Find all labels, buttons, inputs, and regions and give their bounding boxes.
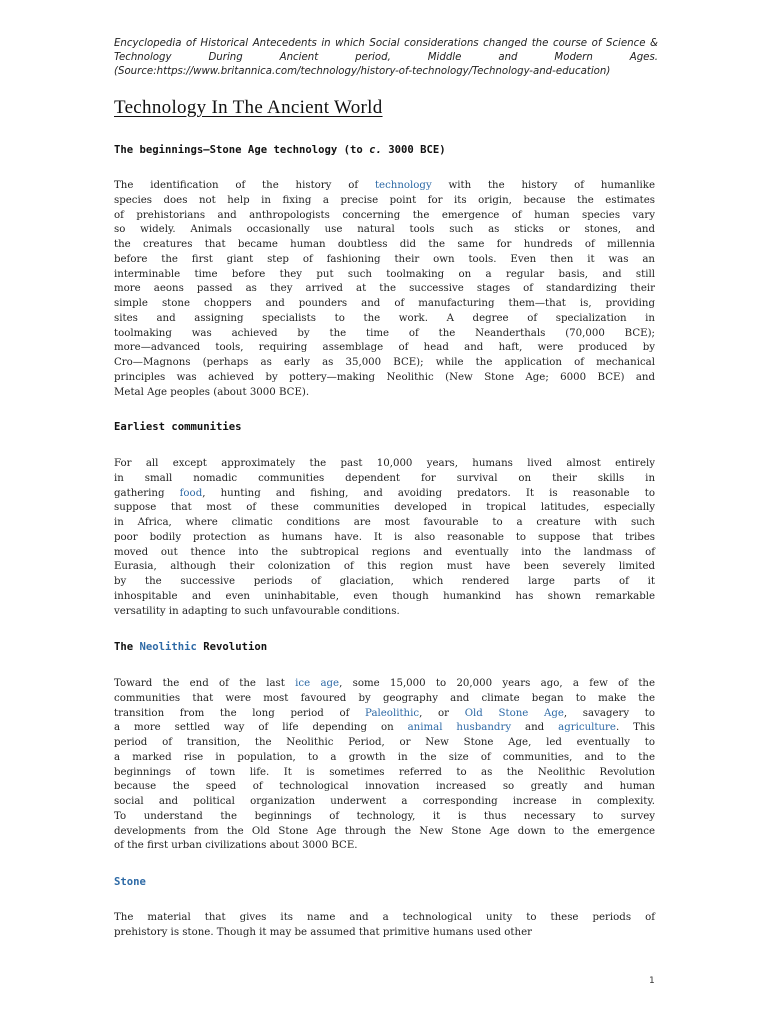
heading-stone[interactable]: Stone (114, 876, 146, 888)
text-fragment: . This (615, 722, 655, 734)
inline-link[interactable]: Old Stone Age (464, 707, 564, 719)
text-fragment: transition from the long period of (114, 707, 366, 719)
inline-link[interactable]: Paleolithic (365, 707, 420, 719)
text-line: species does not help in fixing a precise point for its origin, because the estimates (114, 194, 655, 206)
inline-link[interactable]: agriculture (558, 722, 616, 734)
text-line: beginnings of town life. It is sometimes referred to as the Neolithic Revolution (114, 766, 655, 778)
text-line: of the first urban civilizations about 3000 BCE. (114, 840, 358, 852)
text-line: developments from the Old Stone Age through the New Stone Age down to the emergence (114, 825, 655, 837)
text-line (114, 721, 655, 736)
text-fragment: a more settled way of life depending on (114, 722, 408, 734)
text-line: poor bodily protection as humans have. It is also reasonable to suppose that tribes (114, 531, 655, 543)
text-line (114, 487, 655, 502)
text-fragment: and (511, 722, 559, 734)
heading-beginnings (114, 143, 446, 157)
text-line: social and political organization underwent a corresponding increase in complexity. (114, 796, 655, 807)
text-fragment: Toward the end of the last (114, 678, 296, 689)
text-line: a marked rise in population, to a growth in the size of communities, and to the (114, 751, 655, 763)
inline-link[interactable]: food (179, 487, 203, 499)
text-line: interminable time before they put such toolmaking on a regular basis, and still (114, 268, 655, 280)
neolithic-link[interactable]: Neolithic (139, 641, 197, 653)
text-line (114, 677, 655, 692)
text-line (114, 179, 655, 194)
heading-beginnings-text: The beginnings—Stone Age technology (to (114, 144, 370, 156)
text-line: moved out thence into the subtropical regions and eventually into the landmass of (114, 546, 655, 558)
text-line: of prehistorians and anthropologists concerning the emergence of human species vary (114, 209, 655, 221)
text-line: sites and assigning specialists to the work. A degree of specialization in (114, 312, 655, 324)
text-line: simple stone choppers and pounders and of manufacturing them—that is, providing (114, 298, 655, 309)
text-fragment: , hunting and fishing, and avoiding predators. It is reasonable to (202, 487, 655, 499)
text-line: in small nomadic communities dependent for survival on their skills in (114, 472, 655, 484)
text-line: prehistory is stone. Though it may be assumed that primitive humans used other (114, 926, 532, 938)
text-line: so widely. Animals occasionally use natural tools such as sticks or stones, and (114, 224, 655, 236)
text-line (114, 707, 655, 722)
text-line: The material that gives its name and a technological unity to these periods of (114, 912, 655, 923)
text-line: principles was achieved by pottery—making Neolithic (New Stone Age; 6000 BCE) and (114, 371, 655, 383)
text-fragment: The identification of the history of (114, 180, 375, 191)
text-line: by the successive periods of glaciation, which rendered large parts of it (114, 576, 655, 587)
heading-neolithic-prefix: The (114, 641, 140, 653)
source-note-line-2: Technology During Ancient period, Middle and Modern Ages. (114, 52, 658, 63)
text-line: in Africa, where climatic conditions are most favourable to a creature with such (114, 517, 655, 528)
text-line: Cro—Magnons (perhaps as early as 35,000 BCE); while the application of mechanical (114, 357, 655, 368)
inline-link[interactable]: animal husbandry (407, 722, 512, 734)
text-line: suppose that most of these communities developed in tropical latitudes, especially (114, 502, 655, 514)
text-line: period of transition, the Neolithic Period, or New Stone Age, led eventually to (114, 737, 655, 748)
text-line: For all except approximately the past 10,000 years, humans lived almost entirely (114, 458, 655, 469)
text-fragment: with the history of humanlike (431, 180, 655, 191)
paragraph-stone (114, 911, 655, 941)
text-line: Metal Age peoples (about 3000 BCE). (114, 386, 310, 398)
heading-neolithic-revolution (114, 640, 267, 654)
text-line: inhospitable and even uninhabitable, even though humankind has shown remarkable (114, 590, 655, 602)
text-line: toolmaking was achieved by the time of the Neanderthals (70,000 BCE); (114, 327, 655, 339)
text-line: versatility in adapting to such unfavourable conditions. (114, 605, 400, 617)
inline-link[interactable]: ice age (295, 678, 340, 689)
heading-neolithic-suffix: Revolution (196, 641, 268, 653)
text-fragment: gathering (114, 487, 180, 499)
text-line: more aeons passed as they arrived at the successive stages of standardizing their (114, 283, 655, 295)
paragraph-earliest-communities (114, 457, 655, 619)
source-note-line-1: Encyclopedia of Historical Antecedents in which Social considerations changed the course of Science & (114, 38, 658, 49)
text-line: more—advanced tools, requiring assemblage of head and haft, were produced by (114, 342, 655, 354)
text-fragment: , or (419, 707, 465, 719)
text-line: communities that were most favoured by geography and climate began to make the (114, 692, 655, 704)
text-line: To understand the beginnings of technology, it is thus necessary to survey (114, 810, 655, 822)
text-fragment: , savagery to (563, 707, 656, 719)
paragraph-beginnings (114, 179, 655, 400)
heading-beginnings-date: 3000 BCE) (381, 144, 446, 156)
source-note (114, 37, 658, 79)
page-number: 1 (649, 976, 655, 986)
heading-beginnings-circa: c. (369, 144, 382, 156)
paragraph-neolithic-revolution (114, 677, 655, 854)
text-line: before the first giant step of fashioning their own tools. Even then it was an (114, 253, 655, 265)
text-line: the creatures that became human doubtless did the same for hundreds of millennia (114, 239, 655, 250)
inline-link[interactable]: technology (374, 180, 432, 191)
text-fragment: , some 15,000 to 20,000 years ago, a few of the (339, 678, 656, 689)
page-title: Technology In The Ancient World (114, 97, 383, 118)
source-note-line-3: (Source:https://www.britannica.com/technology/history-of-technology/Technology-and-education) (114, 66, 611, 77)
text-line: Eurasia, although their colonization of this region must have been severely limited (114, 561, 655, 573)
heading-earliest-communities: Earliest communities (114, 421, 242, 433)
text-line: because the speed of technological innovation increased so greatly and human (114, 781, 655, 793)
